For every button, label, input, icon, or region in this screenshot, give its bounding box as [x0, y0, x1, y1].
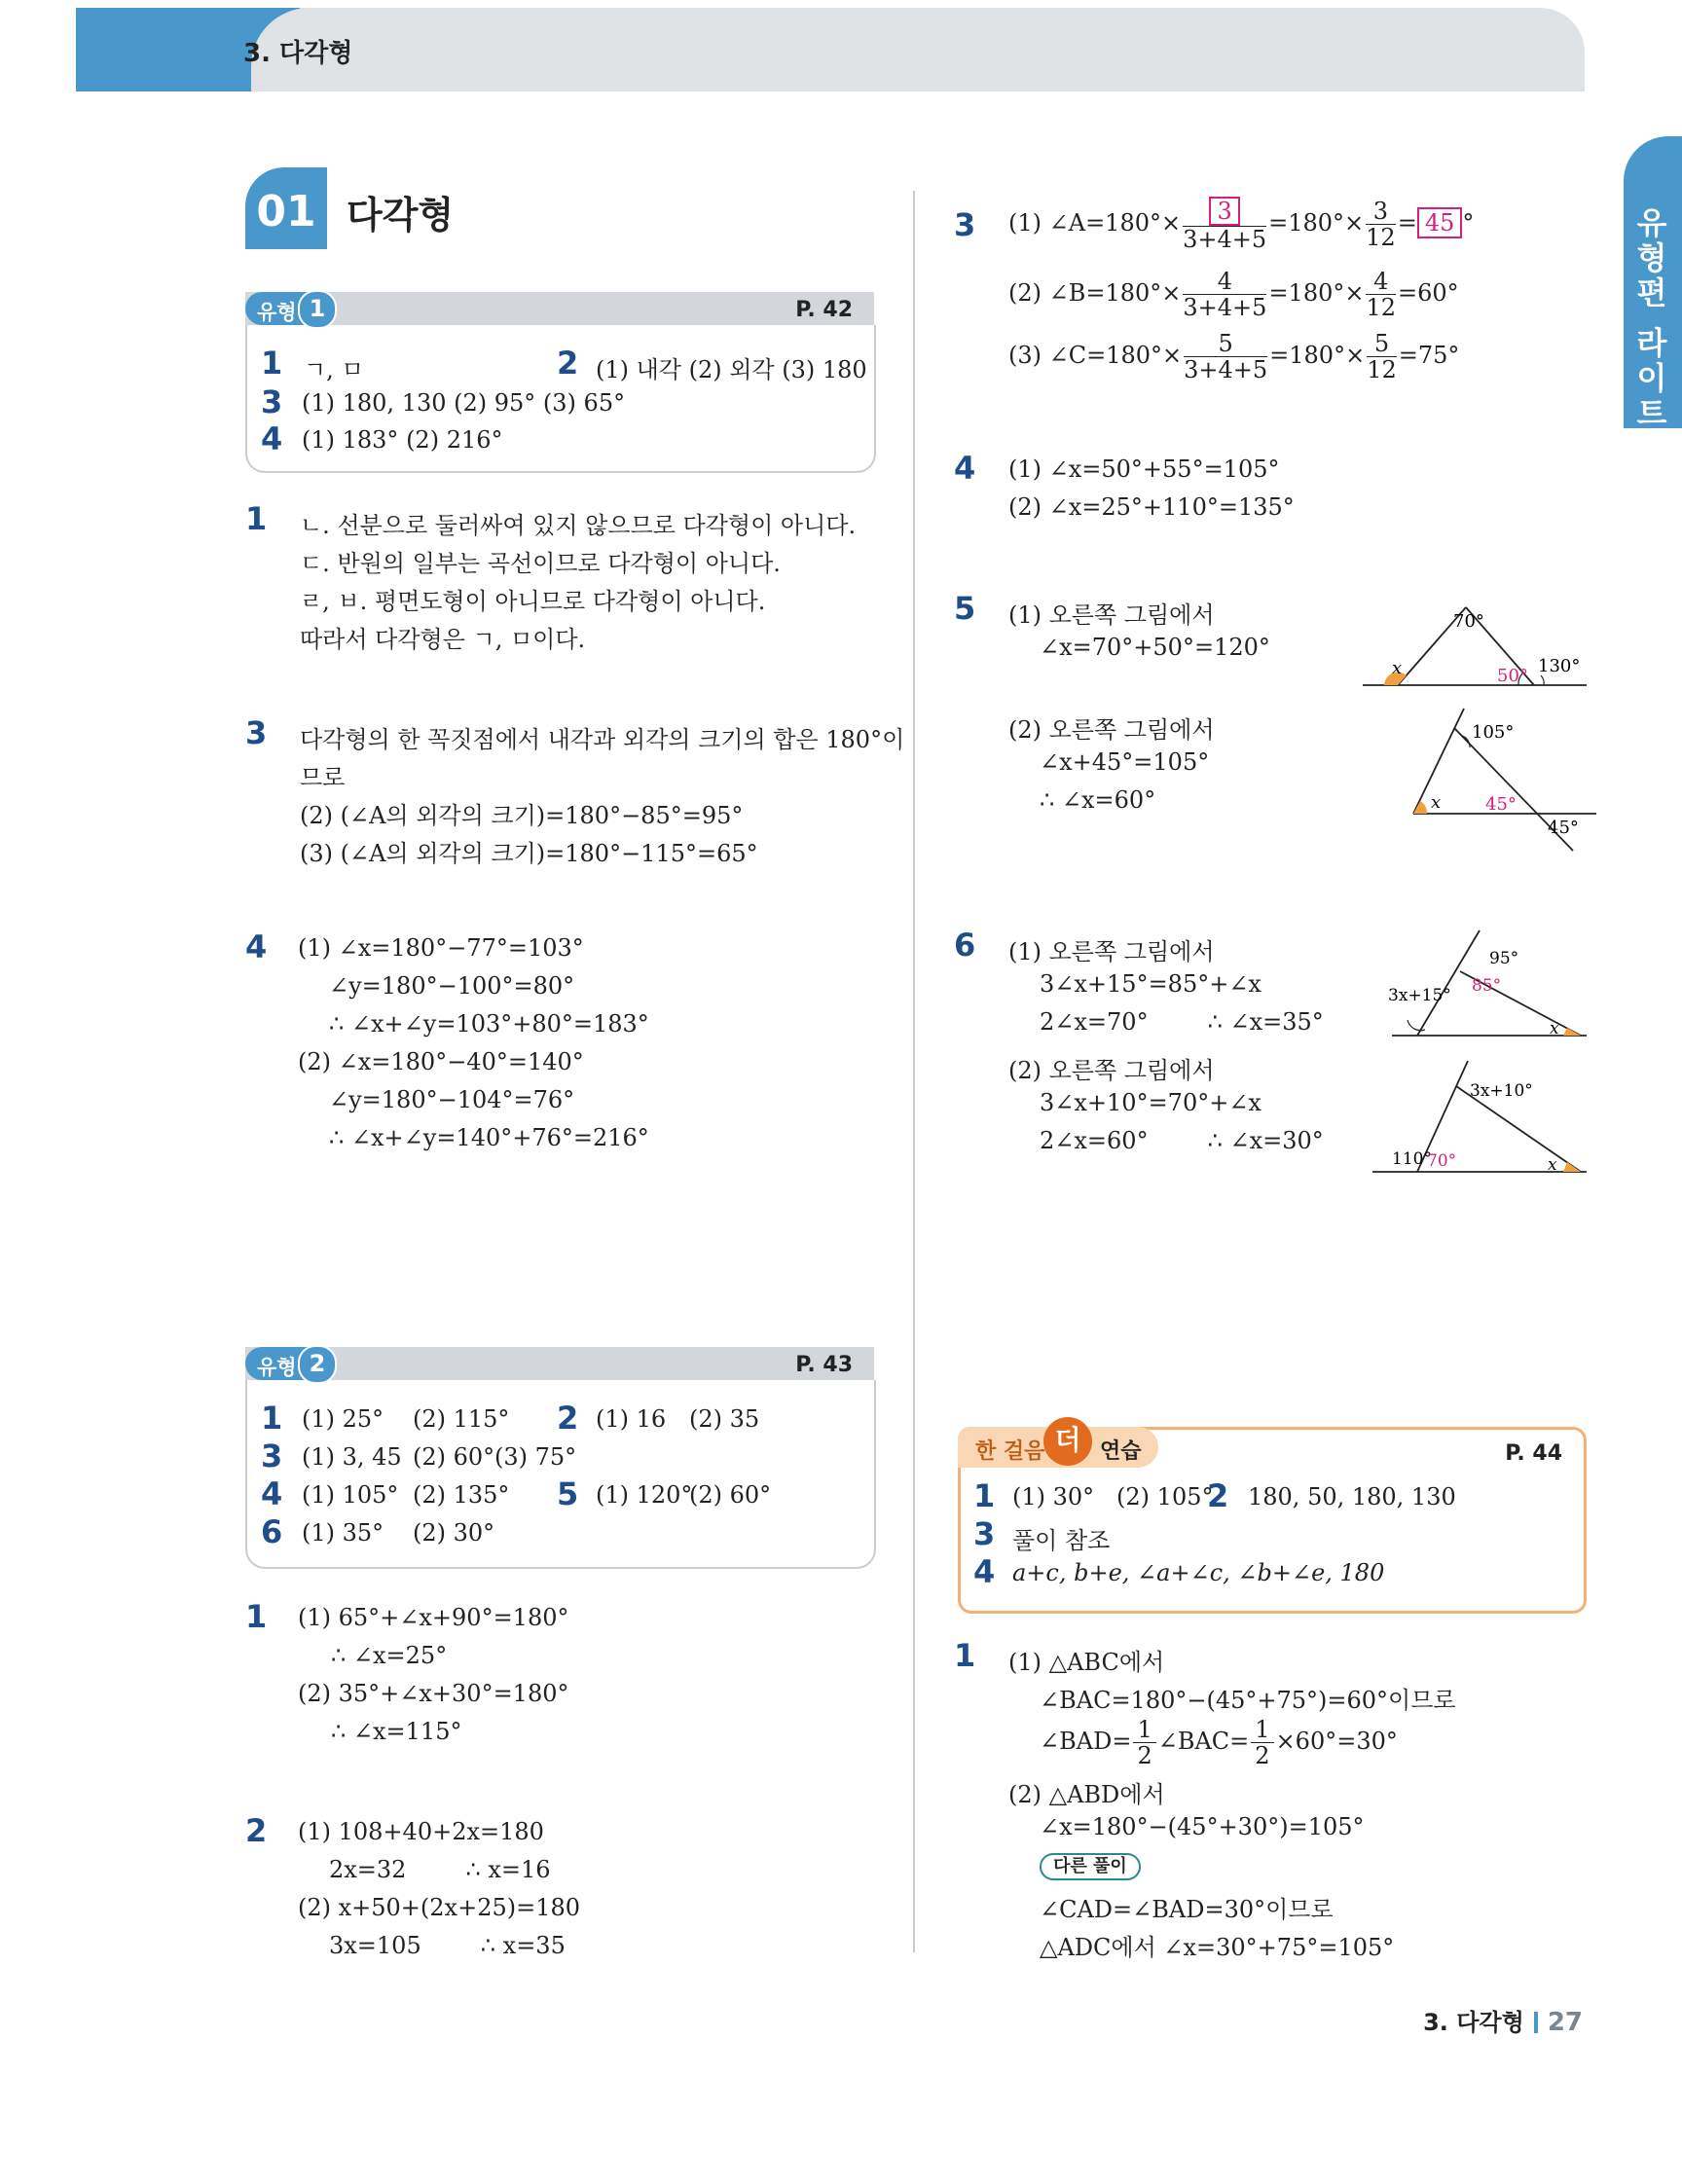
solution-line: (2) 오른쪽 그림에서 [1008, 716, 1215, 744]
answer-text: 풀이 참조 [1012, 1527, 1111, 1554]
solution-line: (2) ∠x=180°−40°=140° [298, 1048, 584, 1075]
answer-number: 1 [973, 1477, 996, 1514]
solution-line: (1) 65°+∠x+90°=180° [298, 1604, 569, 1631]
solution-line: ∴ ∠x=115° [331, 1718, 462, 1745]
solution-line: ㄹ, ㅂ. 평면도형이 아니므로 다각형이 아니다. [300, 588, 766, 615]
solution-line: ∠y=180°−104°=76° [329, 1086, 575, 1113]
svg-text:110°: 110° [1392, 1149, 1432, 1169]
answer-text: (2) 115° [413, 1405, 510, 1433]
fraction-line-3: (3) ∠C=180°× $\frac{5}{3+4+5}$ =180°× $\frac{5}{12}$ =75° [1008, 330, 1460, 383]
footer-chapter: 3. 다각형 [1423, 2009, 1524, 2036]
solution-line: 므로 [300, 764, 346, 791]
svg-text:x: x [1392, 658, 1403, 678]
solution-line: ∠BAC=180°−(45°+75°)=60°이므로 [1040, 1687, 1456, 1714]
solution-number: 4 [954, 450, 976, 487]
solution-number: 6 [954, 927, 976, 964]
solution-line: 3∠x+10°=70°+∠x [1040, 1089, 1262, 1116]
answer-number: 1 [261, 1400, 283, 1437]
solution-number: 1 [245, 1598, 268, 1635]
answer-text: (2) 30° [413, 1519, 495, 1547]
type2-bar [245, 1347, 874, 1380]
solution-number: 3 [245, 714, 268, 751]
triangle-figure-6-2 [1372, 1057, 1587, 1178]
answer-text: 180, 50, 180, 130 [1248, 1483, 1456, 1511]
side-tab-label: 유형편 라이트 [1631, 206, 1668, 432]
answer-number: 4 [973, 1553, 996, 1590]
solution-line: 2∠x=60° ∴ ∠x=30° [1040, 1127, 1324, 1154]
answer-number: 6 [261, 1513, 283, 1550]
svg-text:85°: 85° [1472, 976, 1502, 996]
solution-line: 3x=105 ∴ x=35 [329, 1932, 566, 1959]
solution-line: (2) △ABD에서 [1008, 1781, 1165, 1808]
solution-line: (2) (∠A의 외각의 크기)=180°−85°=95° [300, 802, 744, 829]
answer-text: (2) 35 [689, 1405, 760, 1433]
solution-line: ∠y=180°−100°=80° [329, 972, 575, 1000]
solution-line: ∠x=180°−(45°+30°)=105° [1040, 1813, 1365, 1840]
svg-text:50°: 50° [1497, 666, 1528, 686]
solution-line: ㄴ. 선분으로 둘러싸여 있지 않으므로 다각형이 아니다. [300, 512, 857, 539]
answer-number: 3 [973, 1515, 996, 1552]
answer-number: 2 [557, 345, 579, 382]
svg-text:3x+15°: 3x+15° [1388, 986, 1451, 1005]
answer-text: (1) 25° [302, 1405, 384, 1433]
section-number: 01 [256, 187, 316, 237]
answer-number: 3 [261, 1438, 283, 1474]
alt-solution-tag: 다른 풀이 [1040, 1853, 1141, 1880]
svg-text:x: x [1548, 1155, 1557, 1175]
column-divider [913, 191, 915, 1952]
answer-number: 1 [261, 345, 283, 382]
svg-text:x: x [1550, 1019, 1559, 1038]
solution-line: (1) 오른쪽 그림에서 [1008, 601, 1215, 629]
type1-bar [245, 292, 874, 325]
answer-number: 5 [557, 1475, 579, 1512]
solution-line: ∴ ∠x+∠y=103°+80°=183° [329, 1010, 649, 1037]
type2-badge: 유형 2 [245, 1347, 335, 1380]
svg-text:95°: 95° [1489, 949, 1519, 968]
solution-line: 따라서 다각형은 ㄱ, ㅁ이다. [300, 626, 586, 653]
chapter-title: 3. 다각형 [243, 39, 353, 68]
solution-line: ∴ ∠x=60° [1040, 786, 1156, 814]
solution-line: 2∠x=70° ∴ ∠x=35° [1040, 1008, 1324, 1036]
answer-text: (2) 135° [413, 1481, 510, 1509]
solution-line: 2x=32 ∴ x=16 [329, 1856, 551, 1883]
svg-text:x: x [1431, 792, 1442, 813]
solution-line: (2) x+50+(2x+25)=180 [298, 1894, 581, 1921]
svg-text:105°: 105° [1472, 722, 1515, 743]
answer-text: (2) 60° [689, 1481, 772, 1509]
fraction: $\frac{3}{3+4+5}$ [1183, 198, 1267, 253]
answer-text: (1) 30° (2) 105° [1012, 1483, 1214, 1511]
answer-box-45: 45 [1417, 207, 1463, 238]
answer-text: (1) 내각 (2) 외각 (3) 180 [596, 356, 867, 383]
answer-number: 2 [1207, 1477, 1229, 1514]
practice-label: 한 걸음 더 연습 [958, 1427, 1158, 1468]
answer-text: a+c, b+e, ∠a+∠c, ∠b+∠e, 180 [1012, 1559, 1385, 1586]
solution-line: (1) ∠x=50°+55°=105° [1008, 455, 1280, 483]
page-number: 27 [1547, 2008, 1583, 2037]
fraction-line-bad: ∠BAD= $\frac{1}{2}$ ∠BAC= $\frac{1}{2}$ ×60°=30° [1040, 1716, 1398, 1769]
solution-line: (1) 오른쪽 그림에서 [1008, 938, 1215, 965]
solution-line: ㄷ. 반원의 일부는 곡선이므로 다각형이 아니다. [300, 550, 781, 577]
solution-line: 다각형의 한 꼭짓점에서 내각과 외각의 크기의 합은 180°이 [300, 726, 905, 753]
fraction: $\frac{3}{12}$ [1366, 198, 1396, 251]
solution-line: (3) (∠A의 외각의 크기)=180°−115°=65° [300, 840, 758, 867]
solution-line: ∠CAD=∠BAD=30°이므로 [1040, 1896, 1334, 1923]
answer-text: (1) 35° [302, 1519, 384, 1547]
solution-line: ∠x=70°+50°=120° [1040, 634, 1270, 661]
practice-page-ref: P. 44 [1505, 1441, 1562, 1466]
svg-text:130°: 130° [1538, 656, 1581, 676]
solution-number: 5 [954, 590, 976, 627]
triangle-figure-6-1 [1382, 928, 1587, 1041]
type1-badge: 유형 1 [245, 292, 335, 325]
answer-text: ㄱ, ㅁ [304, 356, 364, 383]
solution-number: 3 [954, 206, 976, 243]
section-title: 다각형 [347, 194, 455, 237]
answer-text: (1) 180, 130 (2) 95° (3) 65° [302, 389, 626, 417]
answer-text: (1) 120° [596, 1481, 693, 1509]
solution-line: (1) ∠x=180°−77°=103° [298, 934, 584, 962]
solution-line: (1) 108+40+2x=180 [298, 1818, 544, 1845]
fraction-line-2: (2) ∠B=180°× $\frac{4}{3+4+5}$ =180°× $\frac{4}{12}$ =60° [1008, 268, 1459, 321]
solution-number: 1 [954, 1637, 976, 1674]
triangle-figure-5-2 [1402, 709, 1596, 855]
answer-text: (2) 60° [413, 1443, 495, 1471]
solution-line: ∴ ∠x+∠y=140°+76°=216° [329, 1124, 649, 1151]
svg-text:3x+10°: 3x+10° [1470, 1081, 1533, 1101]
solution-line: ∠x+45°=105° [1040, 748, 1210, 776]
page-footer [1423, 2003, 1583, 2037]
solution-line: (2) ∠x=25°+110°=135° [1008, 493, 1295, 521]
solution-number: 1 [245, 500, 268, 537]
type2-page-ref: P. 43 [795, 1353, 853, 1377]
solution-number: 4 [245, 928, 268, 965]
answer-number: 4 [261, 1475, 283, 1512]
answer-text: (1) 16 [596, 1405, 667, 1433]
triangle-figure-5-1 [1363, 594, 1587, 691]
solution-line: (2) 35°+∠x+30°=180° [298, 1680, 569, 1707]
answer-number: 3 [261, 383, 283, 420]
solution-line: ∴ ∠x=25° [331, 1642, 448, 1669]
answer-number: 2 [557, 1400, 579, 1437]
solution-line: 3∠x+15°=85°+∠x [1040, 970, 1262, 998]
type1-page-ref: P. 42 [795, 298, 853, 322]
svg-text:70°: 70° [1427, 1151, 1457, 1171]
solution-line: △ADC에서 ∠x=30°+75°=105° [1040, 1934, 1395, 1961]
svg-text:45°: 45° [1485, 794, 1517, 815]
answer-text: (3) 75° [494, 1443, 577, 1471]
solution-number: 2 [245, 1812, 268, 1849]
svg-text:45°: 45° [1548, 818, 1579, 838]
answer-text: (1) 183° (2) 216° [302, 426, 503, 454]
answer-text: (1) 105° [302, 1481, 399, 1509]
svg-text:70°: 70° [1453, 611, 1484, 632]
fraction-line-1: (1) ∠A=180°× $\frac{3}{3+4+5}$ =180°× $\frac{3}{12}$ = 45 ° [1008, 198, 1475, 253]
solution-line: (2) 오른쪽 그림에서 [1008, 1057, 1215, 1084]
section-number-badge [245, 167, 327, 249]
answer-text: (1) 3, 45 [302, 1443, 402, 1471]
solution-line: (1) △ABC에서 [1008, 1649, 1165, 1676]
answer-number: 4 [261, 420, 283, 457]
